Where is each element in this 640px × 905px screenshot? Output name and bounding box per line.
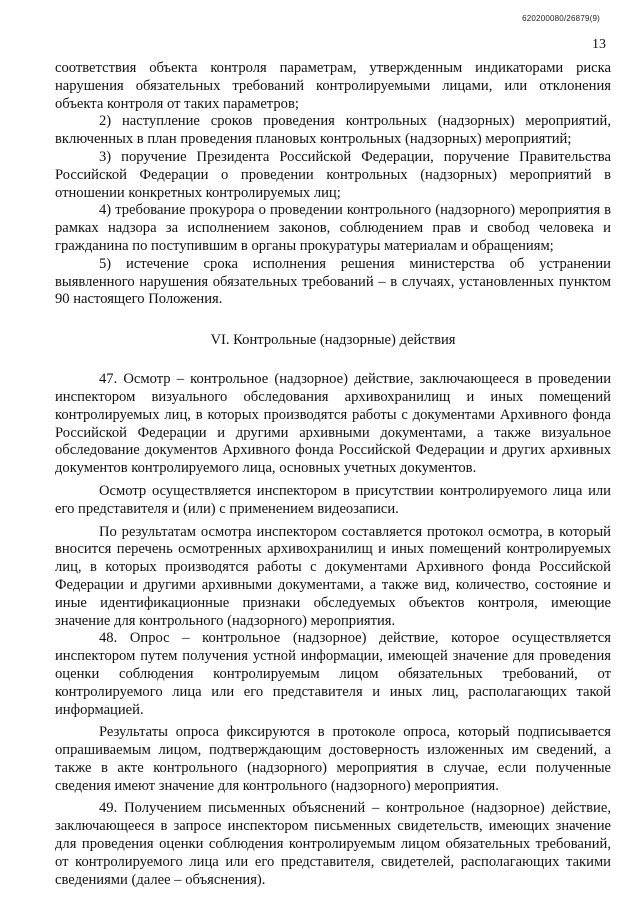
paragraph-47: 47. Осмотр – контрольное (надзорное) действие, заключающееся в проведении инспектором визуального обследования архивохранилищ и иных помещений контролируемых лиц, в которых производятся работы с документами Архивного фонда Российской Федерации и другими архивными документами, а также визуальное обследование документов Архивного фонда Российской Федерации и других архивных документов контролируемого лица, основных учетных документов. bbox=[55, 371, 611, 477]
paragraph-48: 48. Опрос – контрольное (надзорное) действие, которое осуществляется инспектором путем получения устной информации, имеющей значение для проведения оценки соблюдения контролируемым лицом обязательных требований, от контролируемого лица или его представителя и иных лиц, располагающих такой информацией. bbox=[55, 630, 611, 718]
paragraph-item-4: 4) требование прокурора о проведении контрольного (надзорного) мероприятия в рамках надзора за исполнением законов, соблюдением прав и свобод человека и гражданина по поступившим в органы прокуратуры материалам и обращениям; bbox=[55, 202, 611, 254]
paragraph-continuation: соответствия объекта контроля параметрам, утвержденным индикаторами риска нарушения обязательных требований контролируемыми лицами, или отклонения объекта контроля от таких параметров; bbox=[55, 60, 611, 112]
paragraph-item-2: 2) наступление сроков проведения контрольных (надзорных) мероприятий, включенных в план проведения плановых контрольных (надзорных) мероприятий; bbox=[55, 113, 611, 148]
paragraph-item-5: 5) истечение срока исполнения решения министерства об устранении выявленного нарушения обязательных требований – в случаях, установленных пунктом 90 настоящего Положения. bbox=[55, 255, 611, 308]
document-body bbox=[55, 60, 611, 889]
paragraph-49: 49. Получением письменных объяснений – контрольное (надзорное) действие, заключающееся в запросе инспектором письменных свидетельств, имеющих значение для проведения оценки соблюдения контролируемым лицом обязательных требований, от контролируемого лица или его представителя, свидетелей, располагающих такими сведениями (далее – объяснения). bbox=[55, 800, 611, 888]
paragraph-inspection-presence: Осмотр осуществляется инспектором в присутствии контролируемого лица или его представителя и (или) с применением видеозаписи. bbox=[55, 482, 611, 517]
section-title: VI. Контрольные (надзорные) действия bbox=[210, 332, 456, 349]
paragraph-survey-results: Результаты опроса фиксируются в протоколе опроса, который подписывается опрашиваемым лицом, подтверждающим достоверность изложенных им сведений, а также в акте контрольного (надзорного) мероприятия в случае, если полученные сведения имеют значение для контрольного (надзорного) мероприятия. bbox=[55, 724, 611, 794]
paragraph-inspection-protocol: По результатам осмотра инспектором составляется протокол осмотра, в который вносится перечень осмотренных архивохранилищ и иных помещений контролируемых лиц, в которых производятся работы с документами Архивного фонда Российской Федерации и другими архивными документами, а также вид, количество, состояние и иные идентификационные признаки обследуемых объектов контроля, имеющие значение для контрольного (надзорного) мероприятия. bbox=[55, 523, 611, 629]
paragraph-item-3: 3) поручение Президента Российской Федерации, поручение Правительства Российской Федерации о проведении контрольных (надзорных) мероприятий в отношении конкретных контролируемых лиц; bbox=[55, 148, 611, 201]
page-number: 13 bbox=[592, 37, 606, 52]
document-id: 620200080/26879(9) bbox=[522, 14, 600, 23]
